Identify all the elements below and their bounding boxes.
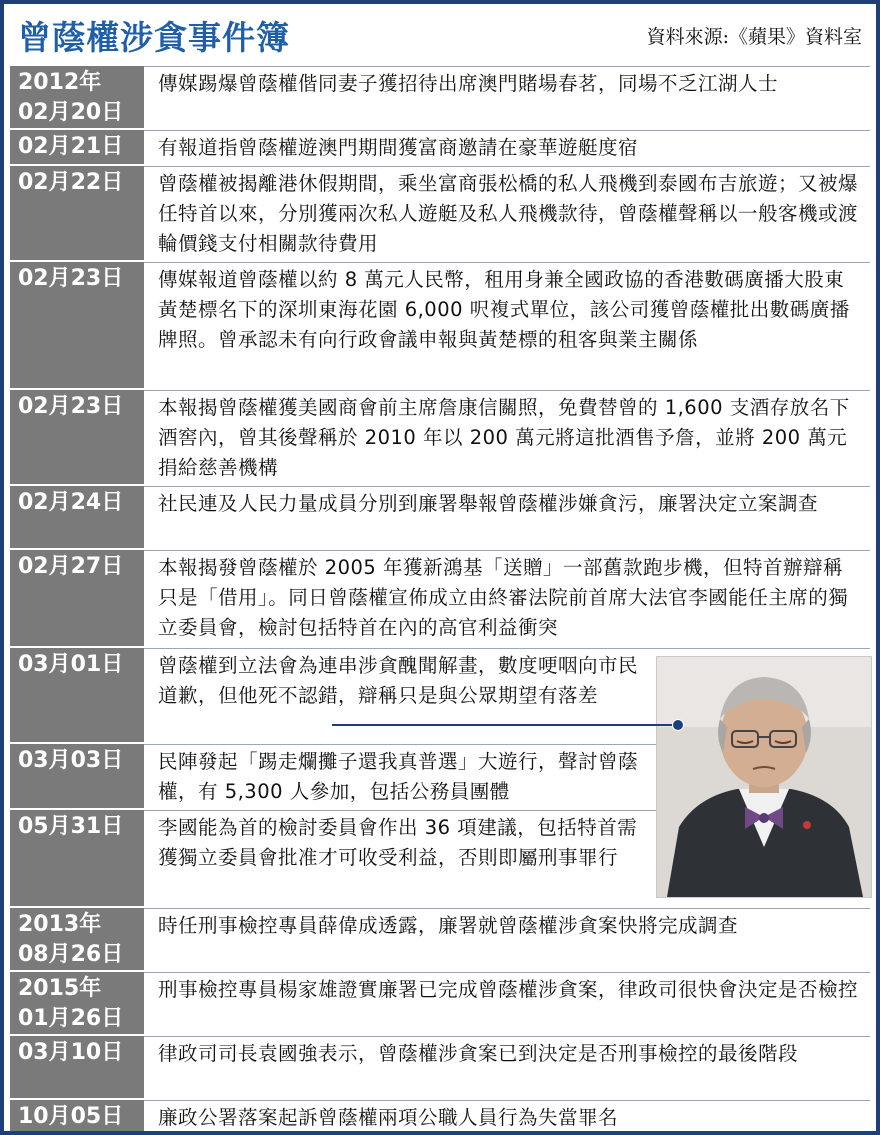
event-text: 社民連及人民力量成員分別到廉署舉報曾蔭權涉嫌貪污，廉署決定立案調查: [144, 486, 870, 548]
event-text: 時任刑事檢控專員薛偉成透露，廉署就曾蔭權涉貪案快將完成調查: [144, 908, 870, 970]
event-text: 民陣發起「踢走爛攤子還我真普選」大遊行，聲討曾蔭權，有 5,300 人參加，包括公務員團體: [144, 744, 870, 808]
timeline-row: [10, 908, 870, 972]
timeline-row: [10, 66, 870, 130]
year-label: 2013年: [18, 912, 102, 937]
date-cell: [10, 390, 144, 484]
date-cell: [10, 810, 144, 906]
event-text: 本報揭曾蔭權獲美國商會前主席詹康信關照，免費替曾的 1,600 支酒存放名下酒窖內，曾其後聲稱於 2010 年以 200 萬元將這批酒售予詹，並將 200 萬元捐給慈善機構: [144, 390, 870, 484]
source-credit: 資料來源:《蘋果》資料室: [646, 26, 862, 48]
date-cell: [10, 1100, 144, 1134]
date-label: 02月22日: [18, 170, 124, 195]
date-label: 01月26日: [18, 1006, 124, 1031]
date-cell: [10, 1036, 144, 1098]
event-text: 律政司司長袁國強表示，曾蔭權涉貪案已到決定是否刑事檢控的最後階段: [144, 1036, 870, 1098]
date-label: 02月20日: [18, 100, 124, 125]
date-label: 02月24日: [18, 490, 124, 515]
date-cell: [10, 66, 144, 128]
event-text: 曾蔭權到立法會為連串涉貪醜聞解畫，數度哽咽向市民道歉，但他死不認錯，辯稱只是與公眾期望有落差: [144, 648, 870, 742]
date-label: 03月01日: [18, 652, 124, 677]
timeline: [10, 66, 870, 1135]
date-cell: [10, 130, 144, 164]
year-label: 2015年: [18, 976, 102, 1001]
date-label: 02月27日: [18, 554, 124, 579]
page-title: 曾蔭權涉貪事件簿: [18, 18, 290, 57]
callout-dot: [672, 719, 684, 731]
date-cell: [10, 972, 144, 1034]
date-cell: [10, 486, 144, 548]
event-text: 傳媒報道曾蔭權以約 8 萬元人民幣，租用身兼全國政協的香港數碼廣播大股東黃楚標名下的深圳東海花園 6,000 呎複式單位，該公司獲曾蔭權批出數碼廣播牌照。曾承認未有向行政會議申報與黃楚標的租客與業主關係: [144, 262, 870, 388]
date-label: 03月03日: [18, 748, 124, 773]
timeline-row: [10, 262, 870, 390]
event-text: 曾蔭權被揭離港休假期間，乘坐富商張松橋的私人飛機到泰國布吉旅遊；又被爆任特首以來，分別獲兩次私人遊艇及私人飛機款待，曾蔭權聲稱以一般客機或渡輪價錢支付相關款待費用: [144, 166, 870, 260]
event-text: 有報道指曾蔭權遊澳門期間獲富商邀請在豪華遊艇度宿: [144, 130, 870, 164]
timeline-row: [10, 972, 870, 1036]
date-cell: [10, 908, 144, 970]
date-cell: [10, 648, 144, 742]
portrait-photo: [656, 656, 872, 898]
event-text: 刑事檢控專員楊家雄證實廉署已完成曾蔭權涉貪案，律政司很快會決定是否檢控: [144, 972, 870, 1034]
callout-line: [332, 724, 676, 726]
date-label: 08月26日: [18, 942, 124, 967]
event-text: 傳媒踢爆曾蔭權偕同妻子獲招待出席澳門賭場春茗，同場不乏江湖人士: [144, 66, 870, 128]
date-label: 05月31日: [18, 814, 124, 839]
date-label: 10月05日: [18, 1104, 124, 1129]
timeline-row: [10, 130, 870, 166]
event-text: 本報揭發曾蔭權於 2005 年獲新鴻基「送贈」一部舊款跑步機，但特首辦辯稱只是「借用」。同日曾蔭權宣佈成立由終審法院前首席大法官李國能任主席的獨立委員會，檢討包括特首在內的高官利益衝突: [144, 550, 870, 646]
date-cell: [10, 166, 144, 260]
event-text: 李國能為首的檢討委員會作出 36 項建議，包括特首需獲獨立委員會批准才可收受利益，否則即屬刑事罪行: [144, 810, 870, 906]
event-text: 廉政公署落案起訴曾蔭權兩項公職人員行為失當罪名: [144, 1100, 870, 1134]
date-cell: [10, 744, 144, 808]
timeline-row: [10, 550, 870, 648]
timeline-row: [10, 1100, 870, 1135]
date-label: 02月23日: [18, 266, 124, 291]
date-cell: [10, 262, 144, 388]
timeline-row: [10, 486, 870, 550]
timeline-row: [10, 166, 870, 262]
header: [4, 4, 876, 66]
timeline-row: [10, 1036, 870, 1100]
date-cell: [10, 550, 144, 646]
date-label: 02月23日: [18, 394, 124, 419]
timeline-row: [10, 390, 870, 486]
year-label: 2012年: [18, 70, 102, 95]
portrait-illustration: [657, 657, 871, 897]
date-label: 02月21日: [18, 134, 124, 159]
date-label: 03月10日: [18, 1040, 124, 1065]
